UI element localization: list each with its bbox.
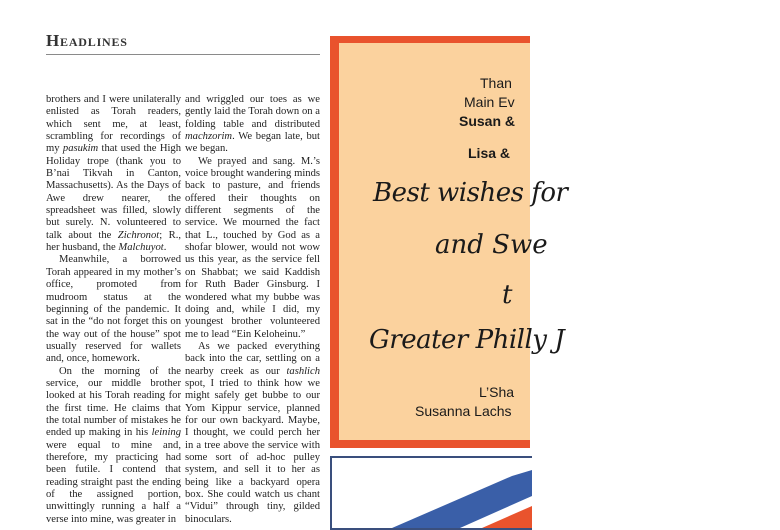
article-paragraph: and wriggled our toes as we gently laid the Torah down on a folding table and distributed machzorim. We began late, but we began. — [185, 94, 320, 155]
ad-text-names-1: Susan & — [459, 113, 516, 129]
flag-graphic — [332, 458, 532, 528]
article-paragraph: On the morning of the service, our middle brother looked at his Torah reading for the first time. He claims that the total number of mistakes he ended up making in his leining were equal to mine and, therefore, my practicing had been futile. I contend that reading straight past the ending of the assigned portion, unwittingly running a half a verse into mine, was greater in — [46, 365, 181, 525]
sponsor-ad-panel — [339, 43, 568, 440]
section-title: Headlines — [46, 31, 128, 50]
section-header — [46, 30, 320, 55]
ad-text-closing: L’Sha — [479, 384, 515, 400]
ad-text-event: Main Ev — [464, 94, 515, 110]
ad-script-line-3: t — [502, 280, 513, 310]
article-paragraph: Meanwhile, a borrowed Torah appeared in my mother’s office, promoted from mudroom status at the beginning of the pandemic. It sat in the “do not forget this on the way out of the house” spot usually reserved for wallets and, once, homework. — [46, 254, 181, 365]
ad-text-names-2: Lisa & — [468, 145, 511, 161]
article-paragraph: As we packed everything back into the car, settling on a nearby creek as our tashlich spot, I tried to think how we might safely get bubbe to our Yom Kippur service, planned for our own backyard. Maybe, I thought, we could perch her in a tree above the service with some sort of ad-hoc pulley system, and sell it to her as being like a backyard opera box. She could watch us chant “Vidui” through tiny, gilded binoculars. — [185, 340, 320, 525]
article-column-1 — [46, 94, 181, 526]
ad-script-line-2: and Swe — [435, 230, 548, 260]
article-column-2 — [185, 94, 320, 526]
article-paragraph: We prayed and sang. M.’s voice brought wandering minds back to pasture, and friends offered their thoughts on different segments of the service. We mourned the fact that L., touched by God as a shofar blower, would not wow us this year, as the service fell on Shabbat; we said Kaddish for Ruth Bader Ginsburg. I wondered what my bubbe was doing and, while I did, my youngest brother volunteered me to lead “Ein Keloheinu.” — [185, 155, 320, 340]
ad-text-signature: Susanna Lachs — [415, 403, 512, 419]
sponsor-ad — [330, 36, 568, 448]
ad-text-thanks: Than — [480, 75, 512, 91]
ad-script-line-1: Best wishes for — [373, 178, 568, 208]
article-paragraph: brothers and I were unilaterally enlisted as Torah readers, which sent me, at least, scrambling for recordings of my pasukim that used the High Holiday trope (thank you to B’nai Tikvah in Canton, Massachusetts). As the Days of Awe drew nearer, the spreadsheet was filled, slowly but surely. N. volunteered to talk about the Zichronot; R., her husband, the Malchuyot. — [46, 94, 182, 254]
next-ad-box — [330, 456, 532, 530]
ad-script-line-4: Greater Philly J — [369, 325, 565, 355]
